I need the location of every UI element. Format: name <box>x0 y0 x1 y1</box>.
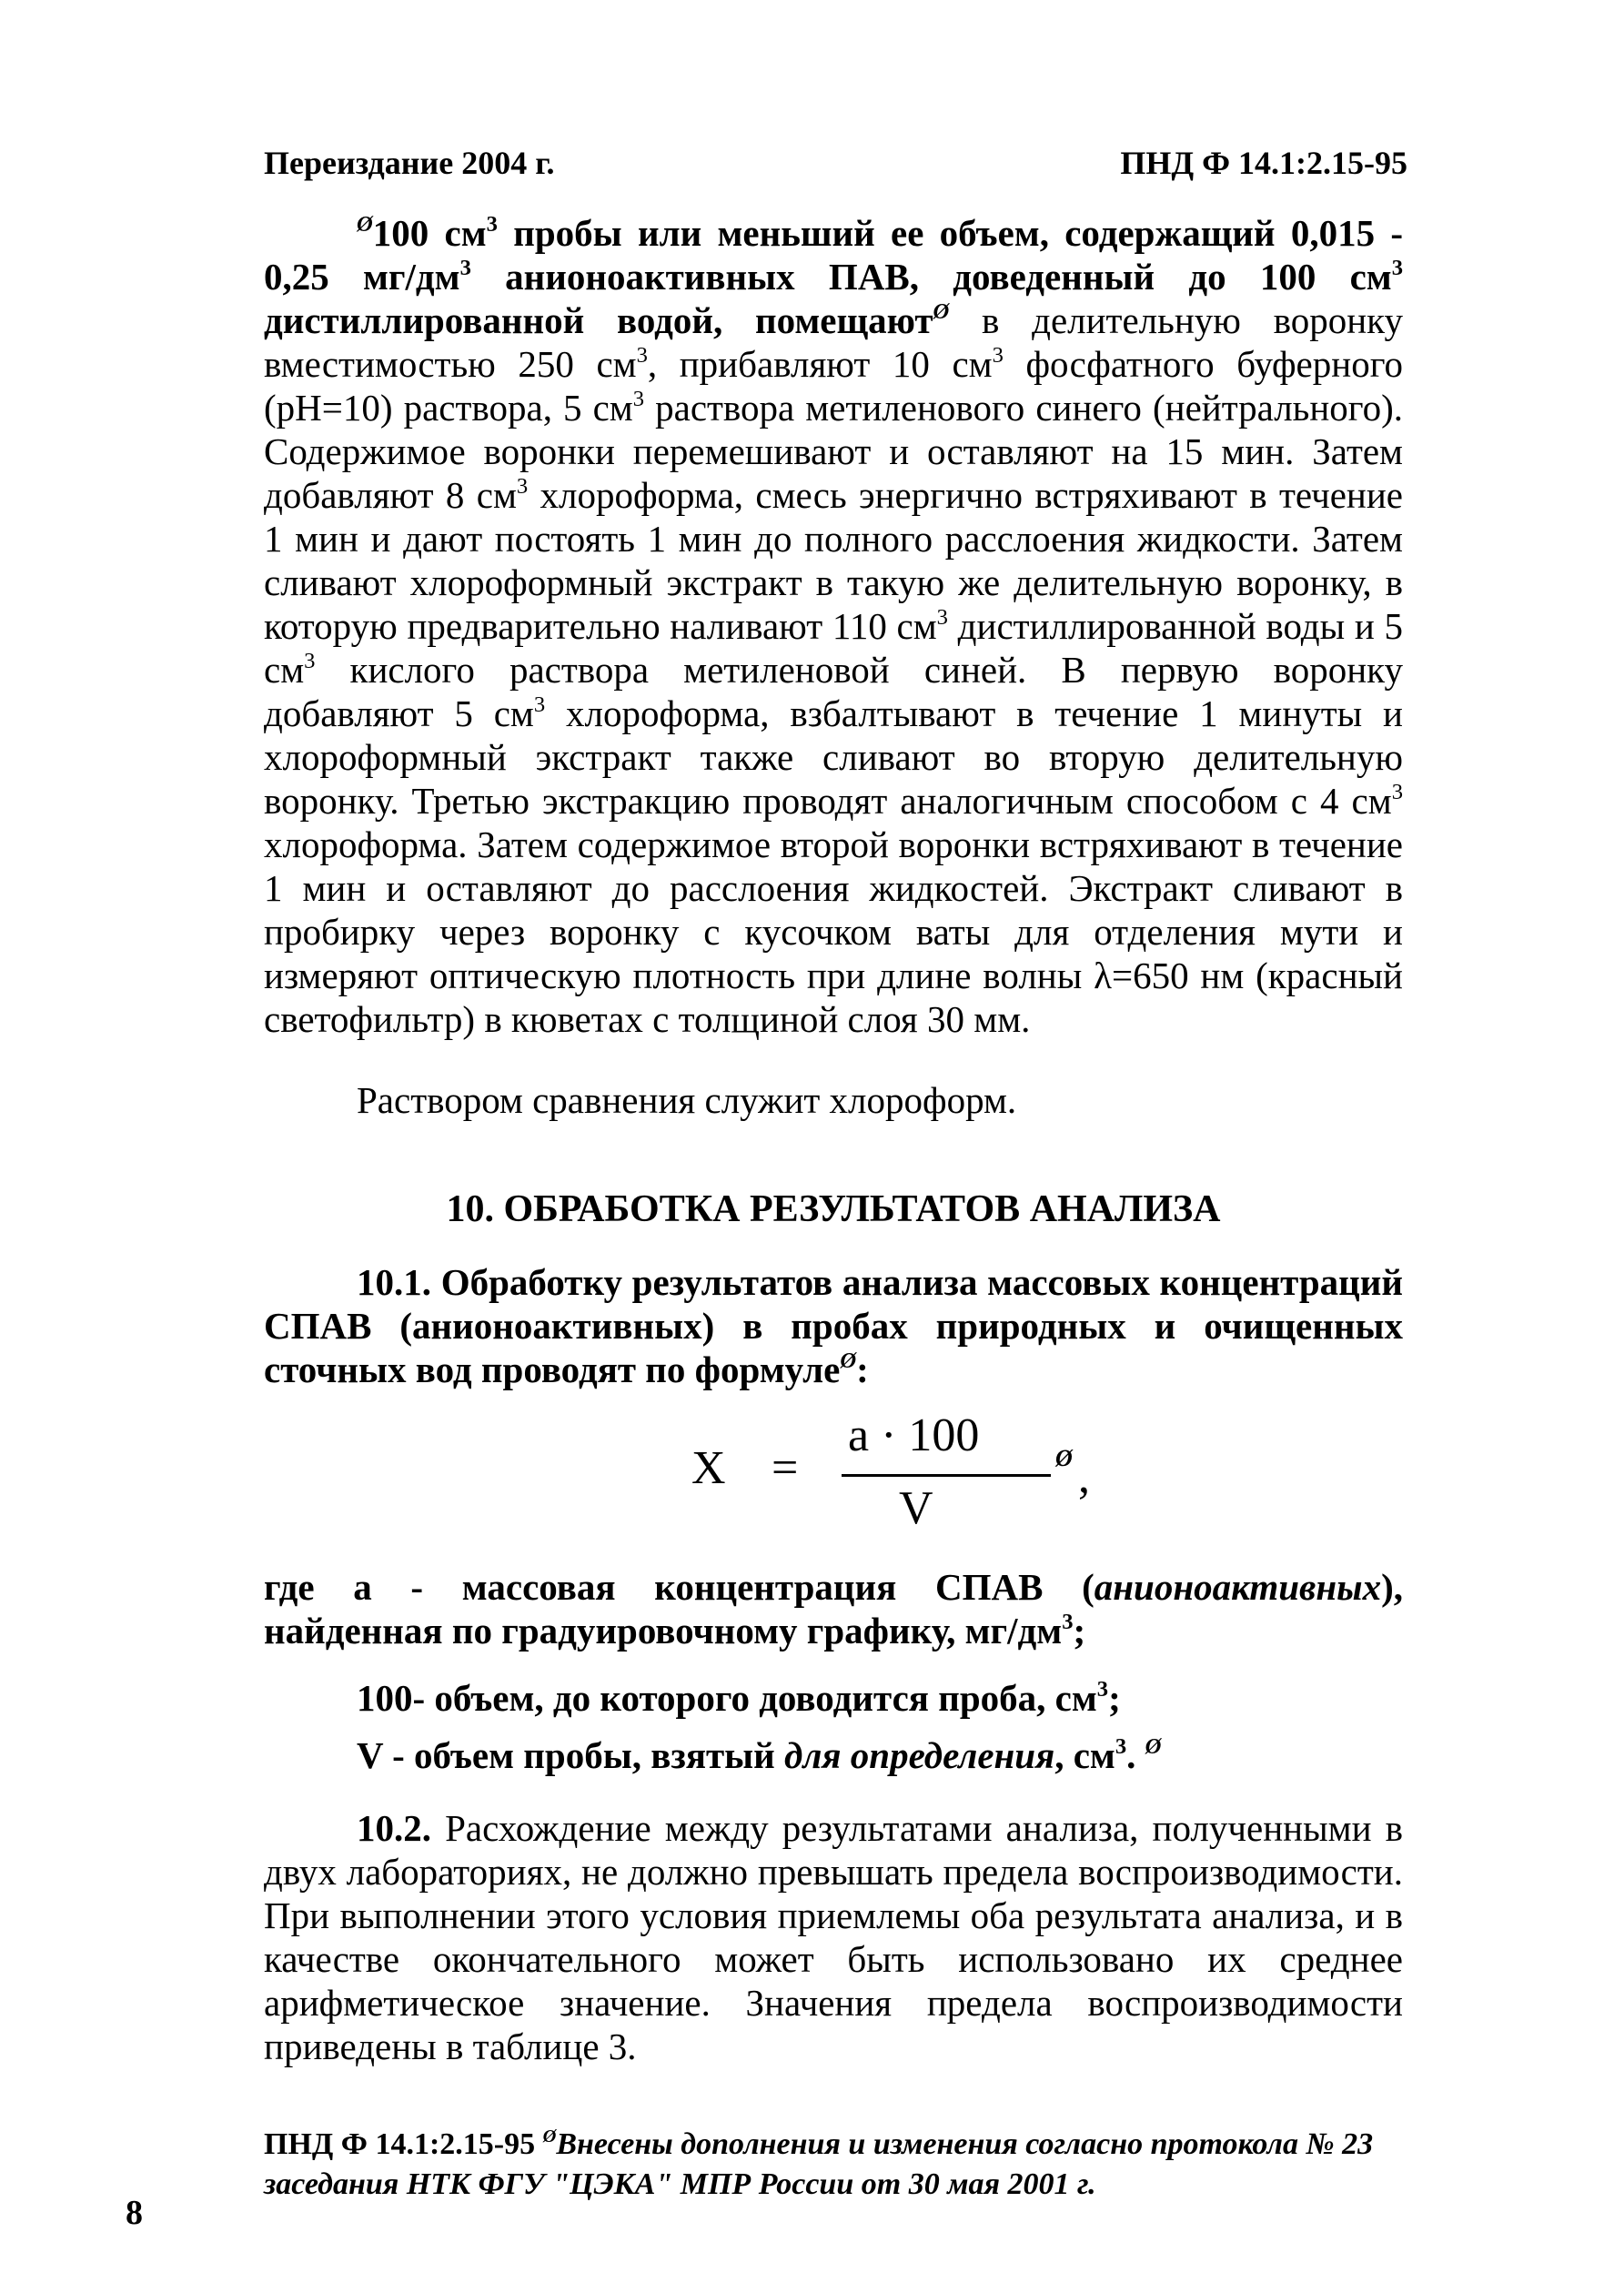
formula-equals: = <box>772 1442 799 1494</box>
concentration-formula <box>691 1409 1110 1536</box>
running-header-right: ПНД Ф 14.1:2.15-95 <box>1120 145 1407 181</box>
definition-100: 100- объем, до которого доводится проба, $см^3$; <box>357 1677 1121 1719</box>
amendment-mark: Ø <box>1055 1445 1073 1471</box>
formula-denominator: V <box>899 1482 933 1534</box>
amendment-mark: Ø <box>933 299 950 325</box>
definition-v: V - объем пробы, взятый для определения, $см^3$. $^Ø$ <box>357 1734 1162 1776</box>
definition-a: где a - массовая концентрация СПАВ (анионоактивных), найденная по градуировочному графику, $мг/дм^3$; <box>264 1566 1403 1652</box>
amendment-mark: Ø <box>357 212 373 237</box>
procedure-paragraph: $^Ø$100 $см^3$ пробы или меньший ее объем, содержащий 0,015 - 0,25 $мг/дм^3$ анионоактивных ПАВ, доведенный до 100 $см^3$ дистиллированной водой, помещают$^Ø$ в делительную воронку вместимостью 250 $см^3$, прибавляют 10 $см^3$ фосфатного буферного (рН=10) раствора, 5 $см^3$ раствора метиленового синего (нейтрального). Содержимое воронки перемешивают и оставляют на 15 мин. Затем добавляют 8 $см^3$ хлороформа, смесь энергично встряхивают в течение 1 мин и дают постоять 1 мин до полного расслоения жидкости. Затем сливают хлороформный экстракт в такую же делительную воронку, в которую предварительно наливают 110 $см^3$ дистиллированной воды и 5 $см^3$ кислого раствора метиленовой синей. В первую воронку добавляют 5 $см^3$ хлороформа, взбалтывают в течение 1 минуты и хлороформный экстракт также сливают во вторую делительную воронку. Третью экстракцию проводят аналогичным способом с 4 $см^3$ хлороформа. Затем содержимое второй воронки встряхивают в течение 1 мин и оставляют до расслоения жидкостей. Экстракт сливают в пробирку через воронку с кусочком ваты для отделения мути и измеряют оптическую плотность при длине волны λ=650 нм (красный светофильтр) в кюветах с толщиной слоя 30 мм. <box>264 212 1403 1040</box>
formula-numerator: a · 100 <box>848 1409 980 1461</box>
amendment-mark: Ø <box>1145 1734 1162 1760</box>
paragraph-10-2: 10.2. Расхождение между результатами анализа, полученными в двух лабораториях, не должно превышать предела воспроизводимости. При выполнении этого условия приемлемы оба результата анализа, и в качестве окончательного может быть использовано их среднее арифметическое значение. Значения предела воспроизводимости приведены в таблице 3. <box>264 1807 1403 2067</box>
page-number: 8 <box>126 2194 143 2232</box>
formula-comma: , <box>1078 1451 1090 1503</box>
amendment-footnote: ПНД Ф 14.1:2.15-95 $^Ø$Внесены дополнения и изменения согласно протокола № 23 заседания НТК ФГУ "ЦЭКА" МПР России от 30 мая 2001 г. <box>264 2126 1374 2201</box>
formula-x: X <box>691 1442 726 1494</box>
fraction-bar <box>842 1474 1051 1477</box>
amendment-mark: Ø <box>840 1349 857 1374</box>
section-title: 10. ОБРАБОТКА РЕЗУЛЬТАТОВ АНАЛИЗА <box>446 1188 1221 1230</box>
running-header-left: Переиздание 2004 г. <box>264 145 555 181</box>
amendment-mark: Ø <box>542 2126 557 2147</box>
reference-solution-line: Раствором сравнения служит хлороформ. <box>357 1079 1017 1121</box>
paragraph-10-1: 10.1. Обработку результатов анализа массовых концентраций СПАВ (анионоактивных) в пробах природных и очищенных сточных вод проводят по формуле$^Ø$: <box>264 1261 1403 1390</box>
